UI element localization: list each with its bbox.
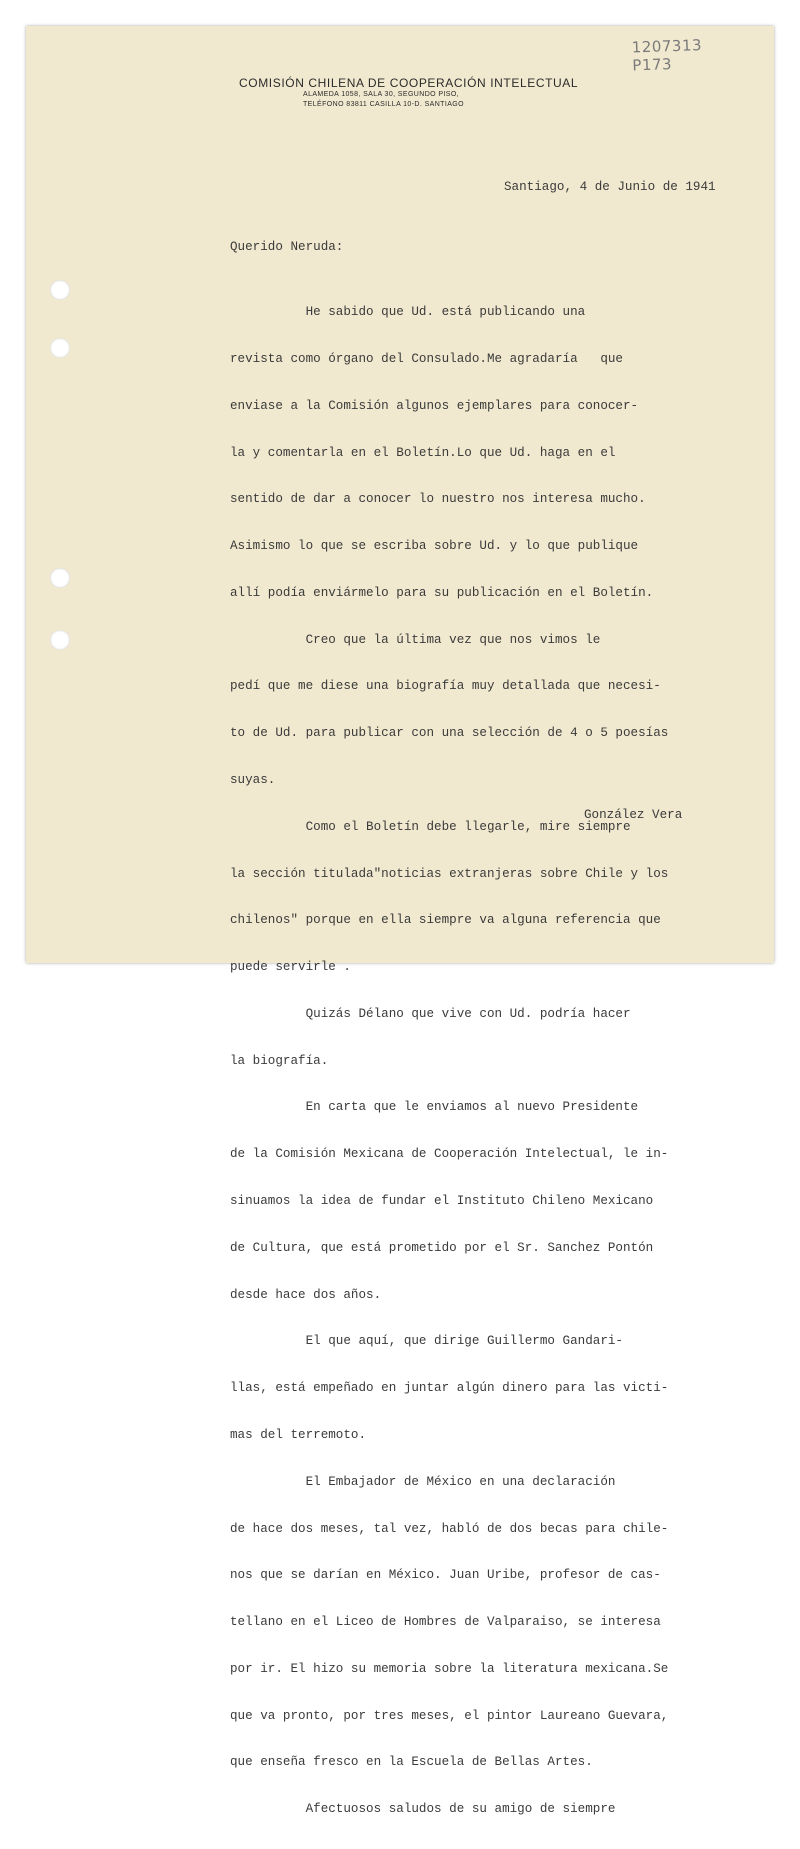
body-line: Afectuosos saludos de su amigo de siempre — [230, 1802, 616, 1817]
body-line: la sección titulada"noticias extranjeras sobre Chile y los — [230, 866, 669, 881]
letterhead-org: COMISIÓN CHILENA DE COOPERACIÓN INTELECTUAL — [239, 76, 579, 90]
letterhead-address-line: TELÉFONO 83811 CASILLA 10-D. SANTIAGO — [303, 101, 464, 108]
body-line: to de Ud. para publicar con una selección de 4 o 5 poesías — [230, 726, 669, 741]
body-line: El que aquí, que dirige Guillermo Gandari- — [230, 1334, 623, 1349]
body-line: desde hace dos años. — [230, 1287, 382, 1302]
punch-hole — [50, 630, 70, 650]
punch-hole — [50, 280, 70, 300]
body-line: Quizás Délano que vive con Ud. podría hacer — [230, 1006, 631, 1021]
body-line: llas, está empeñado en juntar algún dinero para las victi- — [230, 1381, 669, 1396]
body-line: la biografía. — [230, 1053, 329, 1068]
body-line: que enseña fresco en la Escuela de Bellas Artes. — [230, 1755, 593, 1770]
archive-page: P173 — [632, 55, 673, 75]
body-line: pedí que me diese una biografía muy detallada que necesi- — [230, 679, 661, 694]
body-line: que va pronto, por tres meses, el pintor Laureano Guevara, — [230, 1708, 669, 1723]
archive-mark — [631, 34, 774, 75]
body-line: Creo que la última vez que nos vimos le — [230, 632, 601, 647]
letter-salutation: Querido Neruda: — [230, 240, 344, 254]
body-line: sentido de dar a conocer lo nuestro nos interesa mucho. — [230, 492, 646, 507]
body-line: de Cultura, que está prometido por el Sr. Sanchez Pontón — [230, 1240, 654, 1255]
letter-body — [230, 274, 668, 1849]
letterhead-address-line: ALAMEDA 1058, SALA 30, SEGUNDO PISO, — [303, 91, 460, 98]
letter-sheet — [26, 26, 774, 1817]
archive-code: 1207313 — [631, 36, 703, 57]
body-line: nos que se darían en México. Juan Uribe, profesor de cas- — [230, 1568, 661, 1583]
body-line: En carta que le enviamos al nuevo Presidente — [230, 1100, 639, 1115]
body-line: chilenos" porque en ella siempre va alguna referencia que — [230, 913, 661, 928]
body-line: He sabido que Ud. está publicando una — [230, 305, 586, 320]
body-line: Asimismo lo que se escriba sobre Ud. y lo que publique — [230, 539, 639, 554]
body-line: puede servirle . — [230, 960, 351, 975]
letter-signature: González Vera — [584, 808, 683, 822]
letter-date: Santiago, 4 de Junio de 1941 — [504, 180, 716, 194]
body-line: allí podía enviármelo para su publicación en el Boletín. — [230, 585, 654, 600]
punch-hole — [50, 568, 70, 588]
punch-hole — [50, 338, 70, 358]
body-line: la y comentarla en el Boletín.Lo que Ud. haga en el — [230, 445, 616, 460]
body-line: sinuamos la idea de fundar el Instituto Chileno Mexicano — [230, 1194, 654, 1209]
body-line: revista como órgano del Consulado.Me agradaría que — [230, 351, 623, 366]
body-line: por ir. El hizo su memoria sobre la literatura mexicana.Se — [230, 1661, 669, 1676]
body-line: de hace dos meses, tal vez, habló de dos becas para chile- — [230, 1521, 669, 1536]
letterhead — [239, 76, 579, 110]
body-line: mas del terremoto. — [230, 1427, 367, 1442]
body-line: El Embajador de México en una declaración — [230, 1474, 616, 1489]
body-line: Como el Boletín debe llegarle, mire siempre — [230, 819, 631, 834]
body-line: enviase a la Comisión algunos ejemplares para conocer- — [230, 398, 639, 413]
body-line: suyas. — [230, 773, 276, 787]
body-line: de la Comisión Mexicana de Cooperación Intelectual, le in- — [230, 1147, 669, 1162]
body-line: tellano en el Liceo de Hombres de Valparaiso, se interesa — [230, 1615, 661, 1630]
